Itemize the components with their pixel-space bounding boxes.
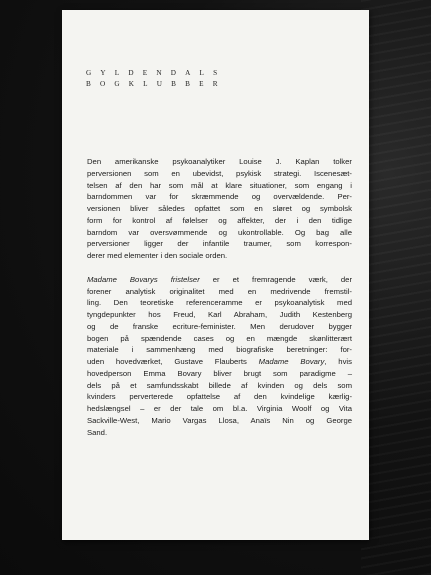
leather-texture	[361, 0, 431, 575]
text-line: forener analytisk originalitet med en medrivende fremstil-	[87, 286, 352, 296]
publisher-line-2: BOGKLUBBER	[86, 80, 227, 88]
book-back-cover	[62, 10, 369, 540]
publisher-imprint	[86, 68, 227, 90]
text-line	[87, 274, 352, 286]
text-line: telsen af den har som mål at klare situationer, som engang i	[87, 180, 352, 190]
text-line: form for kontrol af følelser og affekter, der i den tidlige	[87, 215, 352, 225]
text-line: Den amerikanske psykoanalytiker Louise J. Kaplan tolker	[87, 157, 352, 166]
text-fragment: er et fremragende værk, der	[199, 274, 353, 284]
text-line: Sand.	[87, 427, 108, 437]
text-line: perversionen som en ubevidst, psykisk strategi. Iscenesæt-	[87, 168, 352, 178]
text-fragment: uden hovedværket, Gustave Flauberts	[87, 357, 259, 366]
text-line	[87, 356, 352, 368]
novel-title: Madame Bovary	[258, 357, 325, 366]
publisher-line-1: GYLDENDALS	[86, 69, 227, 77]
text-line: hovedperson Emma Bovary bliver brugt som paradigme –	[87, 368, 352, 378]
blurb-paragraph-1	[87, 156, 352, 262]
blurb-paragraph-2	[87, 274, 352, 439]
book-title: Madame Bovarys fristelser	[87, 274, 200, 284]
text-line: dels på et samfundsskabt billede af kvinden og dels som	[87, 380, 352, 390]
text-line: derer med elementer i den sociale orden.	[87, 251, 228, 260]
text-line: bogen på spændende cases og en mængde skønlitterært	[87, 333, 352, 343]
text-line: ling. Den teoretiske referenceramme er psykoanalytisk med	[87, 298, 352, 308]
text-line: barndom var oversvømmende og ukontrollable. Og bag alle	[87, 227, 352, 237]
text-line: hedslængsel – er der tale om bl.a. Virginia Woolf og Vita	[87, 404, 352, 413]
text-fragment: , hvis	[324, 357, 352, 366]
text-line: materiale i sammenhæng med biografiske beretninger: for-	[87, 345, 352, 355]
text-line: perversioner ligger der infantile traumer, som korrespon-	[87, 239, 352, 249]
text-line: versionen bliver således opfattet som en sløret og symbolsk	[87, 204, 352, 213]
text-line: kvinders perverterede opfattelse af den kvindelige kærlig-	[87, 392, 352, 402]
blurb-text	[87, 156, 352, 450]
text-line: tyngdepunkter hos Freud, Karl Abraham, Judith Kestenberg	[87, 310, 352, 319]
text-line: og de franske ecriture-feminister. Men derudover bygger	[87, 321, 352, 331]
text-line: barndommen var for skræmmende og overvældende. Per-	[87, 192, 352, 202]
text-line: Sackville-West, Mario Vargas Llosa, Anaïs Nin og George	[87, 415, 352, 425]
